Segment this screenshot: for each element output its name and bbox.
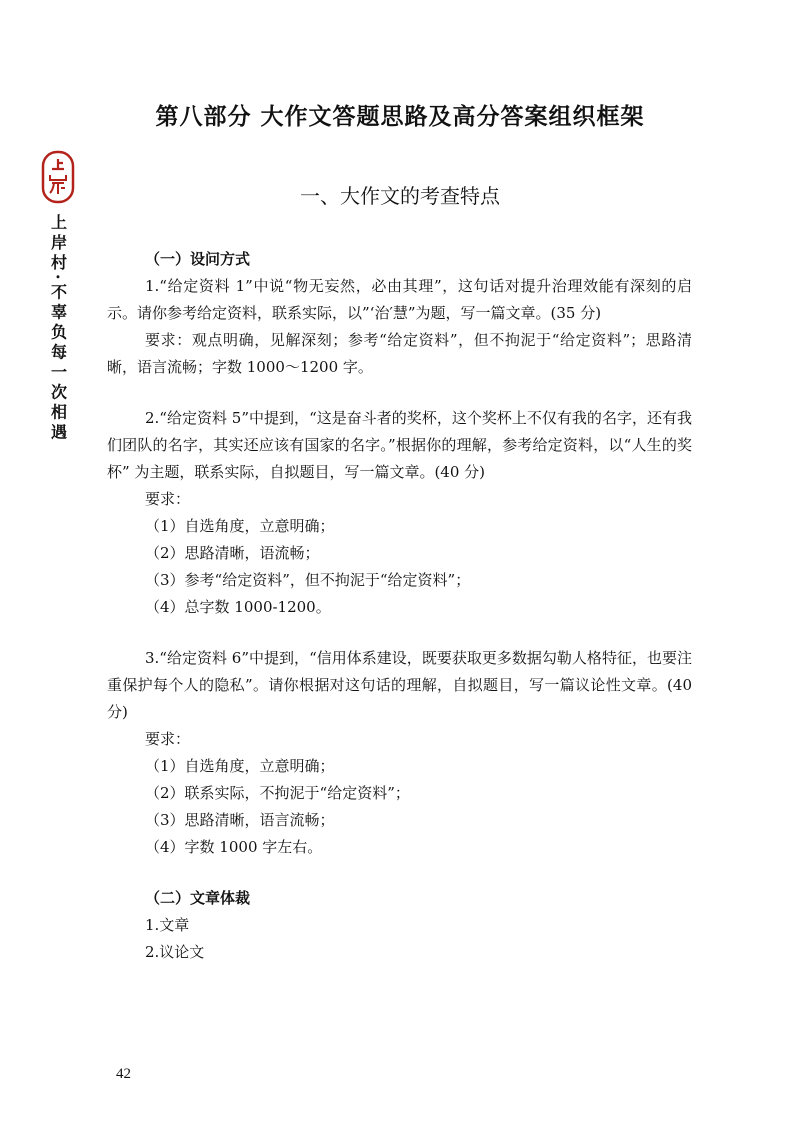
question-3: 3.“给定资料 6”中提到，“信用体系建设，既要获取更多数据勾勒人格特征，也要注重保护每个人的隐私”。请你根据对这句话的理解，自拟题目，写一篇议论性文章。(40 分): [107, 649, 692, 721]
page-title: 第八部分 大作文答题思路及高分答案组织框架: [155, 103, 645, 130]
question-2-req-1: （1）自选角度，立意明确；: [145, 517, 335, 535]
question-3-req-2: （2）联系实际，不拘泥于“给定资料”；: [145, 784, 410, 802]
question-3-req-4: （4）字数 1000 字左右。: [145, 838, 323, 856]
genre-item-1: 1.文章: [145, 916, 190, 934]
question-3-req-3: （3）思路清晰，语言流畅；: [145, 811, 335, 829]
question-2-req-label: 要求：: [145, 490, 191, 508]
question-3-req-label: 要求：: [145, 730, 191, 748]
subsection-heading-2: （二）文章体裁: [145, 889, 251, 907]
document-body: [107, 246, 692, 966]
subsection-heading-1: （一）设问方式: [145, 250, 251, 268]
question-2-req-2: （2）思路清晰，语流畅；: [145, 544, 320, 562]
question-1: 1.“给定资料 1”中说“物无妄然，必由其理”，这句话对提升治理效能有深刻的启示。请你参考给定资料，联系实际，以”‘治′慧”为题，写一篇文章。(35 分): [107, 277, 692, 322]
section-title: 一、大作文的考查特点: [300, 184, 500, 208]
genre-item-2: 2.议论文: [145, 943, 205, 961]
question-3-req-1: （1）自选角度，立意明确；: [145, 757, 335, 775]
brand-slogan: 上岸村·不辜负每一次相遇: [48, 214, 68, 444]
question-2: 2.“给定资料 5”中提到，“这是奋斗者的奖杯，这个奖杯上不仅有我的名字，还有我们团队的名字，其实还应该有国家的名字。”根据你的理解，参考给定资料，以“人生的奖杯” 为主题，联系实际，自拟题目，写一篇文章。(40 分): [107, 409, 692, 481]
question-2-req-4: （4）总字数 1000-1200。: [145, 598, 331, 616]
question-2-req-3: （3）参考“给定资料”，但不拘泥于“给定资料”；: [145, 571, 471, 589]
question-1-requirement: 要求：观点明确，见解深刻；参考“给定资料”，但不拘泥于“给定资料”；思路清晰，语言流畅；字数 1000～1200 字。: [107, 331, 692, 376]
page-number: 42: [116, 1066, 131, 1082]
